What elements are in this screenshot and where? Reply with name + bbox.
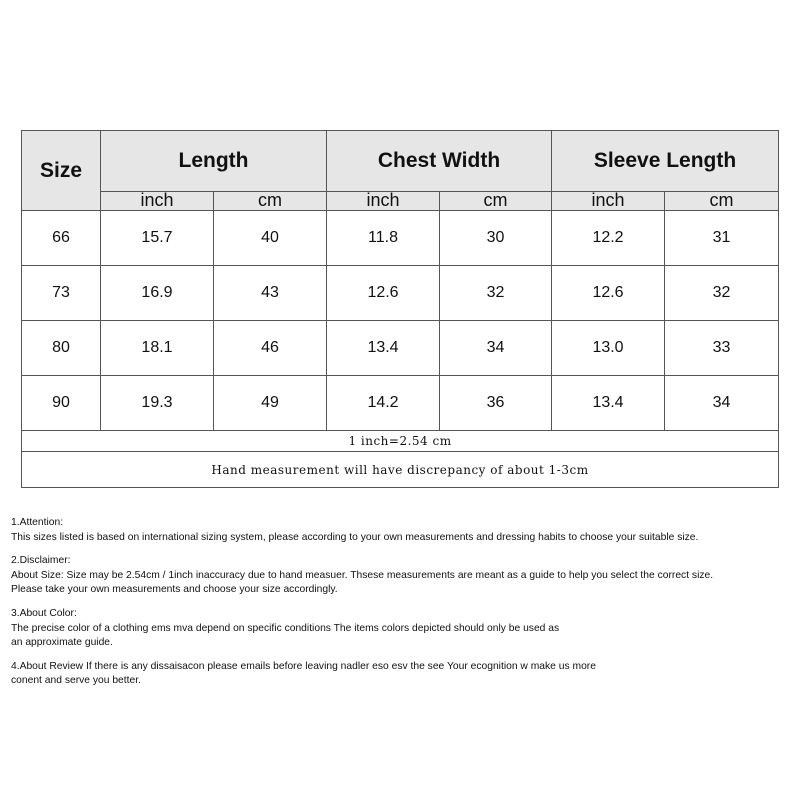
- sleeve-cm-cell: 33: [665, 321, 779, 376]
- length-cm-cell: 46: [214, 321, 327, 376]
- table-row: [22, 321, 779, 376]
- size-cell: 73: [22, 266, 101, 321]
- chest-cm-cell: 32: [440, 266, 552, 321]
- unit-sleeve-cm: cm: [665, 192, 779, 211]
- note-title: 3.About Color:: [11, 607, 77, 619]
- header-row: [22, 131, 779, 192]
- sleeve-inch-cell: 13.4: [552, 376, 665, 431]
- table-row: [22, 376, 779, 431]
- notes-section: [11, 516, 796, 698]
- length-cm-cell: 49: [214, 376, 327, 431]
- length-inch-cell: 19.3: [101, 376, 214, 431]
- conversion-note: 1 inch=2.54 cm: [22, 431, 779, 452]
- note-line: an approximate guide.: [11, 637, 113, 649]
- note-line: About Size: Size may be 2.54cm / 1inch inaccuracy due to hand measuer. Thsese measurements are meant as a guide to help you select the correct size.: [11, 569, 714, 581]
- size-header: Size: [22, 131, 101, 211]
- chest-inch-cell: 12.6: [327, 266, 440, 321]
- unit-chest-cm: cm: [440, 192, 552, 211]
- unit-sleeve-inch: inch: [552, 192, 665, 211]
- chest-width-header: Chest Width: [327, 131, 552, 192]
- note-line: This sizes listed is based on international sizing system, please according to your own measurements and dressing habits to choose your suitable size.: [11, 531, 699, 543]
- length-inch-cell: 15.7: [101, 211, 214, 266]
- size-cell: 66: [22, 211, 101, 266]
- conversion-note-row: [22, 431, 779, 452]
- note-line: 4.About Review If there is any dissaisacon please emails before leaving nadler eso esv the see Your ecognition w make us more: [11, 660, 596, 672]
- chest-inch-cell: 13.4: [327, 321, 440, 376]
- disclaimer-note: [11, 554, 796, 598]
- length-cm-cell: 40: [214, 211, 327, 266]
- sleeve-cm-cell: 32: [665, 266, 779, 321]
- length-inch-cell: 18.1: [101, 321, 214, 376]
- table-row: [22, 266, 779, 321]
- sleeve-cm-cell: 31: [665, 211, 779, 266]
- units-row: [22, 192, 779, 211]
- review-note: [11, 660, 796, 689]
- sleeve-inch-cell: 12.6: [552, 266, 665, 321]
- chest-inch-cell: 14.2: [327, 376, 440, 431]
- note-line: conent and serve you better.: [11, 675, 141, 687]
- chest-cm-cell: 34: [440, 321, 552, 376]
- size-chart-table: [21, 130, 779, 488]
- unit-length-cm: cm: [214, 192, 327, 211]
- size-cell: 90: [22, 376, 101, 431]
- length-inch-cell: 16.9: [101, 266, 214, 321]
- note-title: 2.Disclaimer:: [11, 555, 71, 567]
- color-note: [11, 607, 796, 651]
- length-header: Length: [101, 131, 327, 192]
- unit-chest-inch: inch: [327, 192, 440, 211]
- sleeve-cm-cell: 34: [665, 376, 779, 431]
- chest-cm-cell: 30: [440, 211, 552, 266]
- note-line: The precise color of a clothing ems mva depend on specific conditions The items colors depicted should only be used as: [11, 622, 560, 634]
- note-title: 1.Attention:: [11, 517, 64, 528]
- size-cell: 80: [22, 321, 101, 376]
- chest-cm-cell: 36: [440, 376, 552, 431]
- sleeve-inch-cell: 12.2: [552, 211, 665, 266]
- length-cm-cell: 43: [214, 266, 327, 321]
- discrepancy-note: Hand measurement will have discrepancy of about 1-3cm: [22, 452, 779, 488]
- sleeve-inch-cell: 13.0: [552, 321, 665, 376]
- attention-note: [11, 516, 796, 545]
- chest-inch-cell: 11.8: [327, 211, 440, 266]
- unit-length-inch: inch: [101, 192, 214, 211]
- sleeve-length-header: Sleeve Length: [552, 131, 779, 192]
- note-line: Please take your own measurements and choose your size accordingly.: [11, 584, 338, 596]
- table-row: [22, 211, 779, 266]
- discrepancy-note-row: [22, 452, 779, 488]
